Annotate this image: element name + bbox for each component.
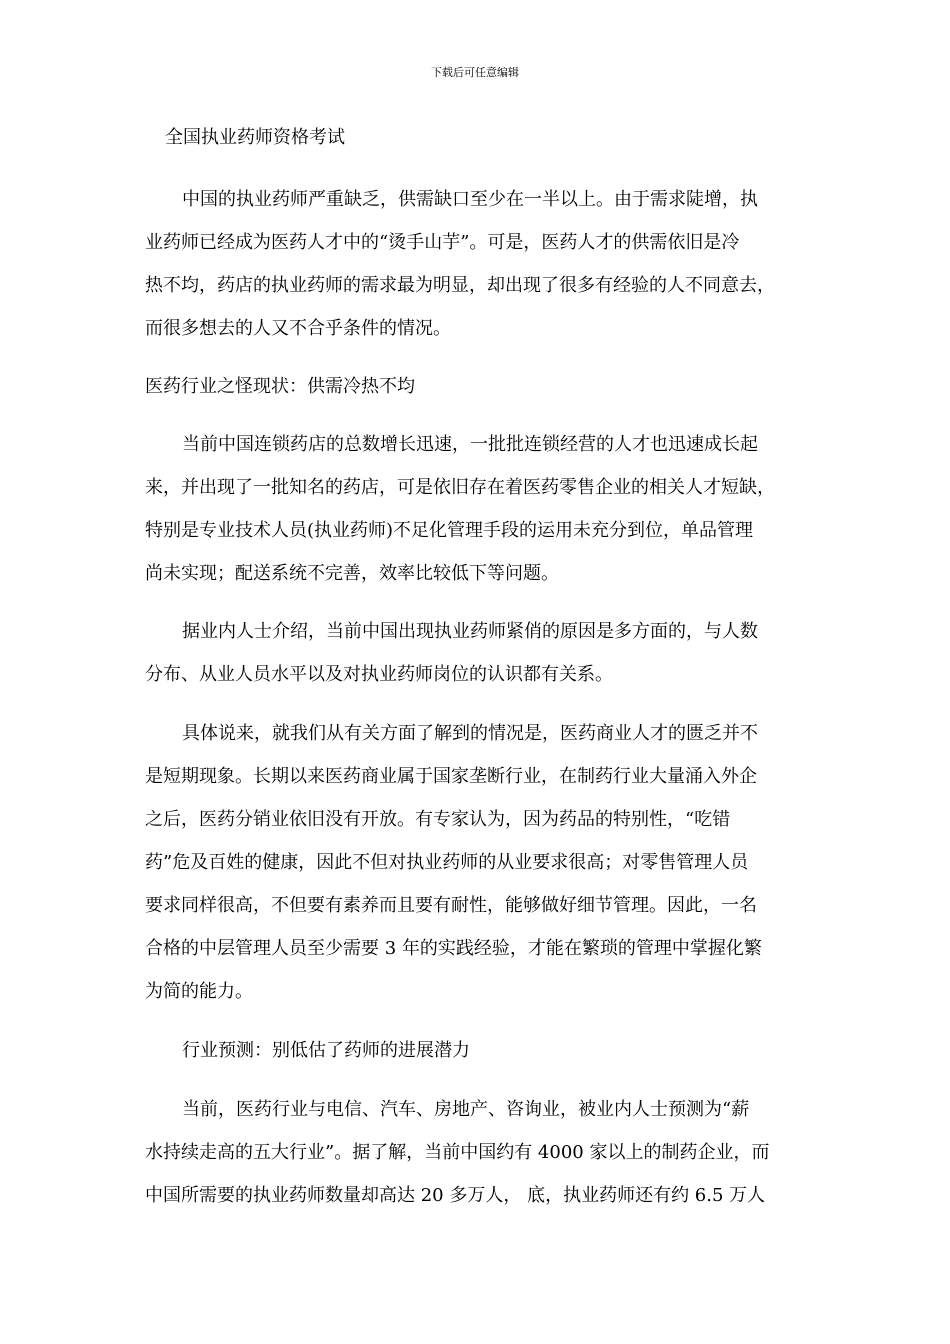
para5-line-2: 水持续走高的五大行业”。据了解，当前中国约有 4000 家以上的制药企业，而 [145, 1142, 770, 1163]
document-title: 全国执业药师资格考试 [165, 127, 345, 148]
para4-line-4: 药”危及百姓的健康，因此不但对执业药师的从业要求很高；对零售管理人员 [145, 852, 749, 873]
para2-line-4: 尚未实现；配送系统不完善，效率比较低下等问题。 [145, 563, 559, 584]
para4-line-7: 为简的能力。 [145, 981, 253, 1002]
para4-line-6: 合格的中层管理人员至少需要 3 年的实践经验，才能在繁琐的管理中掌握化繁 [145, 938, 762, 959]
para1-line-1: 中国的执业药师严重缺乏，供需缺口至少在一半以上。由于需求陡增，执 [182, 189, 758, 210]
para4-line-2: 是短期现象。长期以来医药商业属于国家垄断行业，在制药行业大量涌入外企 [145, 766, 757, 787]
para1-line-4: 而很多想去的人又不合乎条件的情况。 [145, 318, 451, 339]
para4-line-3: 之后，医药分销业依旧没有开放。有专家认为，因为药品的特别性，“吃错 [145, 809, 731, 830]
para1-line-3: 热不均，药店的执业药师的需求最为明显，却出现了很多有经验的人不同意去， [145, 275, 775, 296]
para2-line-3: 特别是专业技术人员(执业药师)不足化管理手段的运用未充分到位，单品管理 [145, 520, 754, 541]
para5-line-1: 当前，医药行业与电信、汽车、房地产、咨询业，被业内人士预测为“薪 [182, 1099, 750, 1120]
para3-line-1: 据业内人士介绍，当前中国出现执业药师紧俏的原因是多方面的，与人数 [182, 621, 758, 642]
para3-line-2: 分布、从业人员水平以及对执业药师岗位的认识都有关系。 [145, 664, 613, 685]
para4-line-1: 具体说来，就我们从有关方面了解到的情况是，医药商业人才的匮乏并不 [182, 723, 758, 744]
para2-line-1: 当前中国连锁药店的总数增长迅速，一批批连锁经营的人才也迅速成长起 [182, 434, 758, 455]
para1-line-2: 业药师已经成为医药人才中的“烫手山芋”。可是，医药人才的供需依旧是冷 [145, 232, 740, 253]
para4-line-5: 要求同样很高，不但要有素养而且要有耐性，能够做好细节管理。因此，一名 [145, 895, 757, 916]
para2-line-2: 来，并出现了一批知名的药店，可是依旧存在着医药零售企业的相关人才短缺， [145, 477, 775, 498]
section-heading-1: 医药行业之怪现状：供需冷热不均 [145, 376, 415, 397]
header-note: 下载后可任意编辑 [431, 66, 519, 79]
section-heading-2: 行业预测：别低估了药师的进展潜力 [182, 1040, 470, 1061]
para5-line-3: 中国所需要的执业药师数量却高达 20 多万人， 底，执业药师还有约 6.5 万人 [145, 1185, 766, 1206]
